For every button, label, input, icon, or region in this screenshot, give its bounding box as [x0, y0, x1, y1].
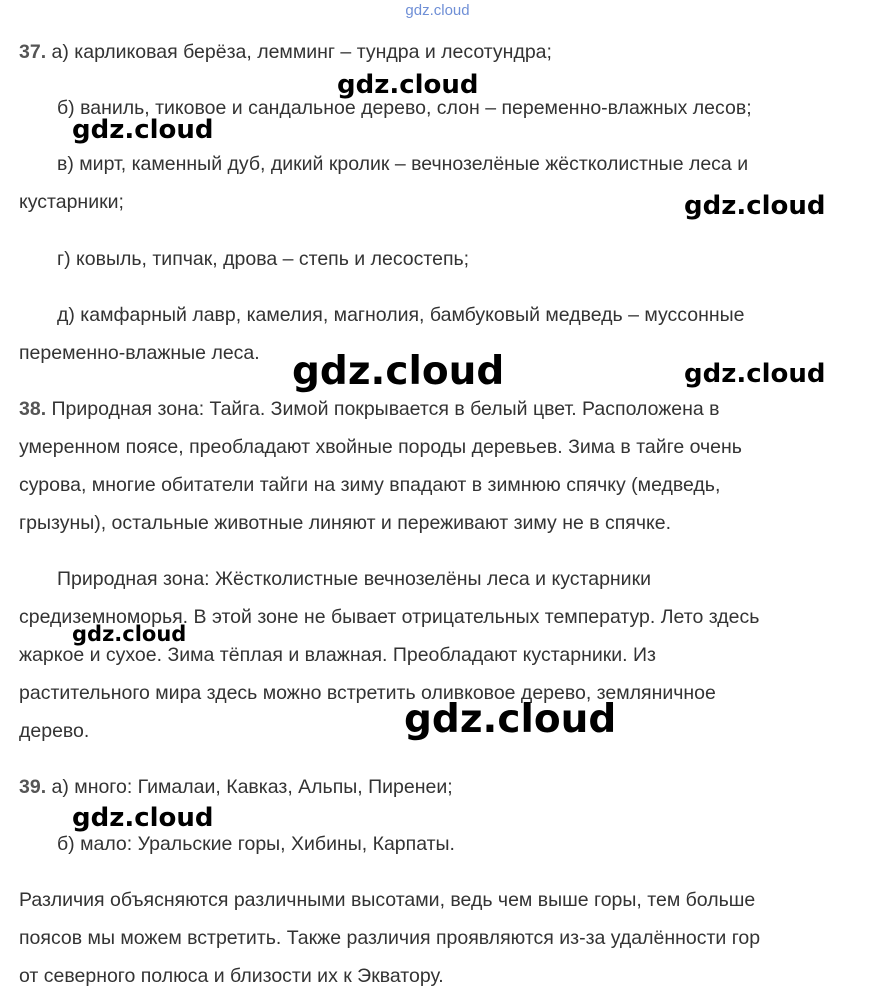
- q39-line-p1: Различия объясняются различными высотами, ведь чем выше горы, тем больше: [19, 889, 756, 911]
- q37-line-d: г) ковыль, типчак, дрова – степь и лесостепь;: [57, 248, 470, 270]
- q38-line-8: растительного мира здесь можно встретить оливковое дерево, земляничное: [19, 682, 716, 704]
- watermark-5: gdz.cloud: [684, 359, 826, 389]
- q39-line-p3: от северного полюса и близости их к Экватору.: [19, 965, 444, 987]
- q37-line-a: [19, 40, 552, 64]
- q39-a-text: а) много: Гималаи, Кавказ, Альпы, Пиренеи;: [51, 776, 453, 798]
- q38-line-2: умеренном поясе, преобладают хвойные породы деревьев. Зима в тайге очень: [19, 436, 742, 458]
- watermark-8: gdz.cloud: [72, 803, 214, 833]
- q37-line-b: б) ваниль, тиковое и сандальное дерево, слон – переменно-влажных лесов;: [57, 97, 752, 119]
- watermark-7: gdz.cloud: [404, 697, 617, 742]
- q38-number: 38.: [19, 398, 47, 420]
- q37-number: 37.: [19, 41, 47, 63]
- watermark-3: gdz.cloud: [684, 191, 826, 221]
- q38-line-6: средиземноморья. В этой зоне не бывает отрицательных температур. Лето здесь: [19, 606, 760, 628]
- q39-line-b: б) мало: Уральские горы, Хибины, Карпаты.: [57, 833, 455, 855]
- q39-line-a: [19, 775, 453, 799]
- watermark-2: gdz.cloud: [72, 115, 214, 145]
- q37-line-c1: в) мирт, каменный дуб, дикий кролик – вечнозелёные жёстколистные леса и: [57, 153, 749, 175]
- q37-a-text: а) карликовая берёза, лемминг – тундра и лесотундра;: [51, 41, 552, 63]
- q38-line-7: жаркое и сухое. Зима тёплая и влажная. Преобладают кустарники. Из: [19, 644, 656, 666]
- q38-line-3: сурова, многие обитатели тайги на зиму впадают в зимнюю спячку (медведь,: [19, 474, 721, 496]
- q38-line-1: [19, 397, 720, 421]
- watermark-1: gdz.cloud: [337, 70, 479, 100]
- q38-p1-l1: Природная зона: Тайга. Зимой покрывается в белый цвет. Расположена в: [51, 398, 720, 420]
- q37-line-c2: кустарники;: [19, 191, 124, 213]
- q38-line-4: грызуны), остальные животные линяют и переживают зиму не в спячке.: [19, 512, 672, 534]
- q37-line-e2: переменно-влажные леса.: [19, 342, 260, 364]
- watermark-6: gdz.cloud: [72, 622, 187, 646]
- q38-line-5: Природная зона: Жёстколистные вечнозелёны леса и кустарники: [57, 568, 651, 590]
- q39-line-p2: поясов мы можем встретить. Также различия проявляются из-за удалённости гор: [19, 927, 761, 949]
- q38-line-9: дерево.: [19, 720, 90, 742]
- header-watermark: gdz.cloud: [405, 2, 470, 19]
- watermark-4: gdz.cloud: [292, 349, 505, 394]
- q39-number: 39.: [19, 776, 47, 798]
- q37-line-e1: д) камфарный лавр, камелия, магнолия, бамбуковый медведь – муссонные: [57, 304, 745, 326]
